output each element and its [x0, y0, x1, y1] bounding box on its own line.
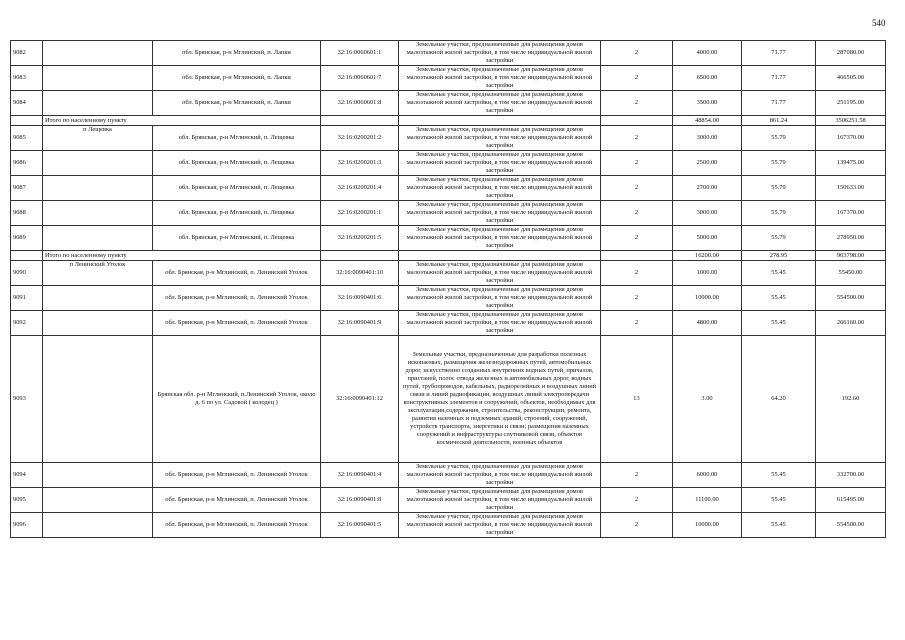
address-cell: обл. Брянская, р-н Мглинский, п. Ленинский Уголок — [153, 463, 321, 488]
area-value: 16200.00 — [673, 251, 742, 261]
table-row — [11, 311, 886, 336]
purpose-cell: Земельные участки, предназначенные для размещения домов малоэтажной жилой застройки, в том числе индивидуальной жилой застройки — [399, 286, 601, 311]
table-body — [11, 41, 886, 538]
cadastral-value: 466505.00 — [816, 66, 886, 91]
address-cell: обл. Брянская, р-н Мглинский, п. Лещевка — [153, 176, 321, 201]
row-number: 9090 — [11, 261, 43, 286]
rate-value: 278.95 — [742, 251, 816, 261]
rate-value: 71.77 — [742, 66, 816, 91]
cadastral-number: 32:16:0090401:12 — [321, 336, 399, 463]
settlement-cell — [43, 286, 153, 311]
rate-value: 55.79 — [742, 176, 816, 201]
cadastral-number: 32:16:0060601:7 — [321, 66, 399, 91]
land-parcels-table — [10, 40, 886, 538]
group-number: 13 — [601, 336, 673, 463]
rate-value: 55.79 — [742, 226, 816, 251]
rate-value: 55.45 — [742, 261, 816, 286]
area-value: 1000.00 — [673, 261, 742, 286]
area-value: 5000.00 — [673, 226, 742, 251]
cadastral-value: 554500.00 — [816, 513, 886, 538]
purpose-cell: Земельные участки, предназначенные для размещения домов малоэтажной жилой застройки, в том числе индивидуальной жилой застройки — [399, 226, 601, 251]
cadastral-value: 167370.00 — [816, 126, 886, 151]
row-number: 9087 — [11, 176, 43, 201]
cadastral-number: 32:16:0200201:4 — [321, 176, 399, 201]
area-value: 48854.00 — [673, 116, 742, 126]
group-number: 2 — [601, 176, 673, 201]
group-number: 2 — [601, 126, 673, 151]
cadastral-number: 32:16:0090401:4 — [321, 463, 399, 488]
group-number: 2 — [601, 91, 673, 116]
row-number: 9088 — [11, 201, 43, 226]
address-cell: обл. Брянская, р-н Мглинский, п. Лещевка — [153, 151, 321, 176]
area-value: 4800.00 — [673, 311, 742, 336]
table-row — [11, 463, 886, 488]
group-number: 2 — [601, 151, 673, 176]
cadastral-value: 55450.00 — [816, 261, 886, 286]
subtotal-label: Итого по населенному пункту — [43, 116, 321, 126]
table-row — [11, 488, 886, 513]
purpose-cell: Земельные участки, предназначенные для размещения домов малоэтажной жилой застройки, в том числе индивидуальной жилой застройки — [399, 311, 601, 336]
rate-value: 55.45 — [742, 311, 816, 336]
address-cell: обл. Брянская, р-н Мглинский, п. Ленинский Уголок — [153, 513, 321, 538]
rate-value: 71.77 — [742, 91, 816, 116]
address-cell: обл. Брянская, р-н Мглинский, п. Лапки — [153, 66, 321, 91]
purpose-cell: Земельные участки, предназначенные для размещения домов малоэтажной жилой застройки, в том числе индивидуальной жилой застройки — [399, 513, 601, 538]
cadastral-value: 150633.00 — [816, 176, 886, 201]
cadastral-value: 287080.00 — [816, 41, 886, 66]
cadastral-number — [321, 251, 399, 261]
purpose-cell: Земельные участки, предназначенные для разработки полезных ископаемых, размещения железнодорожных путей, автомобильных дорог, искусственно созданных внутренних водных путей, причалов, пристаней, полос отвода железных и автомобильных дорог, водных путей, трубопроводов, кабельных, радиорелейных и воздушных линий связи и линий радиофикации, воздушных линий электропередачи конструктивных элементов и сооружений, объектов, необходимых для эксплуатации,содержания, строительства, реконструкции, ремонта, развития наземных и подземных зданий, строений, сооружений, устройств транспорта, энергетики и связи; размещения наземных сооружений и инфраструктуры спутниковой связи, объектов космической деятельности, военных объектов — [399, 336, 601, 463]
rate-value: 861.24 — [742, 116, 816, 126]
row-number: 9086 — [11, 151, 43, 176]
group-number: 2 — [601, 513, 673, 538]
purpose-cell — [399, 116, 601, 126]
table-row — [11, 513, 886, 538]
row-number: 9091 — [11, 286, 43, 311]
cadastral-number: 32:16:0060601:8 — [321, 91, 399, 116]
group-number: 2 — [601, 226, 673, 251]
cadastral-value: 615495.00 — [816, 488, 886, 513]
group-number: 2 — [601, 311, 673, 336]
settlement-cell — [43, 201, 153, 226]
area-value: 6000.00 — [673, 463, 742, 488]
row-number: 9083 — [11, 66, 43, 91]
purpose-cell: Земельные участки, предназначенные для размещения домов малоэтажной жилой застройки, в том числе индивидуальной жилой застройки — [399, 41, 601, 66]
rate-value: 71.77 — [742, 41, 816, 66]
cadastral-number: 32:16:0200201:5 — [321, 226, 399, 251]
subtotal-row — [11, 116, 886, 126]
page-number: 540 — [872, 18, 886, 28]
area-value: 6500.00 — [673, 66, 742, 91]
table-row — [11, 91, 886, 116]
cadastral-number: 32:16:0090401:9 — [321, 311, 399, 336]
purpose-cell: Земельные участки, предназначенные для размещения домов малоэтажной жилой застройки, в том числе индивидуальной жилой застройки — [399, 151, 601, 176]
cadastral-value: 192.60 — [816, 336, 886, 463]
table-row — [11, 126, 886, 151]
table-row — [11, 151, 886, 176]
settlement-cell: п Ленинский Уголок — [43, 261, 153, 286]
cadastral-value: 278950.00 — [816, 226, 886, 251]
cadastral-value: 332700.00 — [816, 463, 886, 488]
address-cell: Брянская обл. р-н Мглинский, п.Ленинский Уголок, около д. 6 по ул. Садовой ( колодец ) — [153, 336, 321, 463]
settlement-cell — [43, 311, 153, 336]
row-number — [11, 116, 43, 126]
cadastral-value: 167370.00 — [816, 201, 886, 226]
group-number: 2 — [601, 463, 673, 488]
table-row — [11, 286, 886, 311]
cadastral-number: 32:16:0200201:1 — [321, 201, 399, 226]
area-value: 4000.00 — [673, 41, 742, 66]
row-number: 9094 — [11, 463, 43, 488]
table-row — [11, 261, 886, 286]
settlement-cell — [43, 463, 153, 488]
area-value: 10000.00 — [673, 513, 742, 538]
table-row — [11, 336, 886, 463]
table-row — [11, 176, 886, 201]
rate-value: 64.20 — [742, 336, 816, 463]
rate-value: 55.79 — [742, 151, 816, 176]
rate-value: 55.45 — [742, 463, 816, 488]
row-number: 9093 — [11, 336, 43, 463]
cadastral-number: 32:16:0200201:3 — [321, 151, 399, 176]
settlement-cell — [43, 41, 153, 66]
settlement-cell — [43, 226, 153, 251]
row-number: 9096 — [11, 513, 43, 538]
cadastral-number: 32:16:0090401:5 — [321, 513, 399, 538]
purpose-cell: Земельные участки, предназначенные для размещения домов малоэтажной жилой застройки, в том числе индивидуальной жилой застройки — [399, 91, 601, 116]
cadastral-number: 32:16:0200201:2 — [321, 126, 399, 151]
cadastral-number: 32:16:0090401:8 — [321, 488, 399, 513]
address-cell: обл. Брянская, р-н Мглинский, п. Ленинский Уголок — [153, 286, 321, 311]
cadastral-number: 32:16:0090401:6 — [321, 286, 399, 311]
settlement-cell — [43, 151, 153, 176]
settlement-cell — [43, 336, 153, 463]
address-cell: обл. Брянская, р-н Мглинский, п. Лещевка — [153, 201, 321, 226]
purpose-cell: Земельные участки, предназначенные для размещения домов малоэтажной жилой застройки, в том числе индивидуальной жилой застройки — [399, 176, 601, 201]
purpose-cell: Земельные участки, предназначенные для размещения домов малоэтажной жилой застройки, в том числе индивидуальной жилой застройки — [399, 488, 601, 513]
address-cell: обл. Брянская, р-н Мглинский, п. Ленинский Уголок — [153, 311, 321, 336]
rate-value: 55.45 — [742, 488, 816, 513]
area-value: 3.00 — [673, 336, 742, 463]
cadastral-number: 32:16:0090401:10 — [321, 261, 399, 286]
address-cell: обл. Брянская, р-н Мглинский, п. Лещевка — [153, 226, 321, 251]
settlement-cell — [43, 91, 153, 116]
row-number: 9082 — [11, 41, 43, 66]
cadastral-value: 266160.00 — [816, 311, 886, 336]
group-number: 2 — [601, 41, 673, 66]
settlement-cell: п Лещевка — [43, 126, 153, 151]
cadastral-value: 3506251.58 — [816, 116, 886, 126]
table-row — [11, 201, 886, 226]
cadastral-value: 554500.00 — [816, 286, 886, 311]
subtotal-label: Итого по населенному пункту — [43, 251, 321, 261]
area-value: 3000.00 — [673, 201, 742, 226]
cadastral-number: 32:16:0060601:1 — [321, 41, 399, 66]
cadastral-value: 139475.00 — [816, 151, 886, 176]
purpose-cell: Земельные участки, предназначенные для размещения домов малоэтажной жилой застройки, в том числе индивидуальной жилой застройки — [399, 463, 601, 488]
purpose-cell: Земельные участки, предназначенные для размещения домов малоэтажной жилой застройки, в том числе индивидуальной жилой застройки — [399, 261, 601, 286]
area-value: 10000.00 — [673, 286, 742, 311]
area-value: 3500.00 — [673, 91, 742, 116]
area-value: 11100.00 — [673, 488, 742, 513]
settlement-cell — [43, 66, 153, 91]
settlement-cell — [43, 488, 153, 513]
table-row — [11, 226, 886, 251]
cadastral-number — [321, 116, 399, 126]
group-number — [601, 116, 673, 126]
group-number: 2 — [601, 66, 673, 91]
row-number: 9085 — [11, 126, 43, 151]
group-number: 2 — [601, 201, 673, 226]
cadastral-value: 251195.00 — [816, 91, 886, 116]
rate-value: 55.45 — [742, 286, 816, 311]
address-cell: обл. Брянская, р-н Мглинский, п. Ленинский Уголок — [153, 261, 321, 286]
group-number — [601, 251, 673, 261]
area-value: 2700.00 — [673, 176, 742, 201]
purpose-cell: Земельные участки, предназначенные для размещения домов малоэтажной жилой застройки, в том числе индивидуальной жилой застройки — [399, 126, 601, 151]
purpose-cell: Земельные участки, предназначенные для размещения домов малоэтажной жилой застройки, в том числе индивидуальной жилой застройки — [399, 201, 601, 226]
rate-value: 55.79 — [742, 126, 816, 151]
settlement-cell — [43, 513, 153, 538]
address-cell: обл. Брянская, р-н Мглинский, п. Лещевка — [153, 126, 321, 151]
row-number: 9084 — [11, 91, 43, 116]
row-number: 9092 — [11, 311, 43, 336]
purpose-cell — [399, 251, 601, 261]
rate-value: 55.45 — [742, 513, 816, 538]
group-number: 2 — [601, 488, 673, 513]
address-cell: обл. Брянская, р-н Мглинский, п. Лапки — [153, 91, 321, 116]
area-value: 2500.00 — [673, 151, 742, 176]
table-row — [11, 41, 886, 66]
group-number: 2 — [601, 261, 673, 286]
address-cell: обл. Брянская, р-н Мглинский, п. Ленинский Уголок — [153, 488, 321, 513]
table-row — [11, 66, 886, 91]
group-number: 2 — [601, 286, 673, 311]
cadastral-value: 903798.00 — [816, 251, 886, 261]
row-number — [11, 251, 43, 261]
row-number: 9095 — [11, 488, 43, 513]
row-number: 9089 — [11, 226, 43, 251]
subtotal-row — [11, 251, 886, 261]
rate-value: 55.79 — [742, 201, 816, 226]
area-value: 3000.00 — [673, 126, 742, 151]
purpose-cell: Земельные участки, предназначенные для размещения домов малоэтажной жилой застройки, в том числе индивидуальной жилой застройки — [399, 66, 601, 91]
address-cell: обл. Брянская, р-н Мглинский, п. Лапки — [153, 41, 321, 66]
settlement-cell — [43, 176, 153, 201]
